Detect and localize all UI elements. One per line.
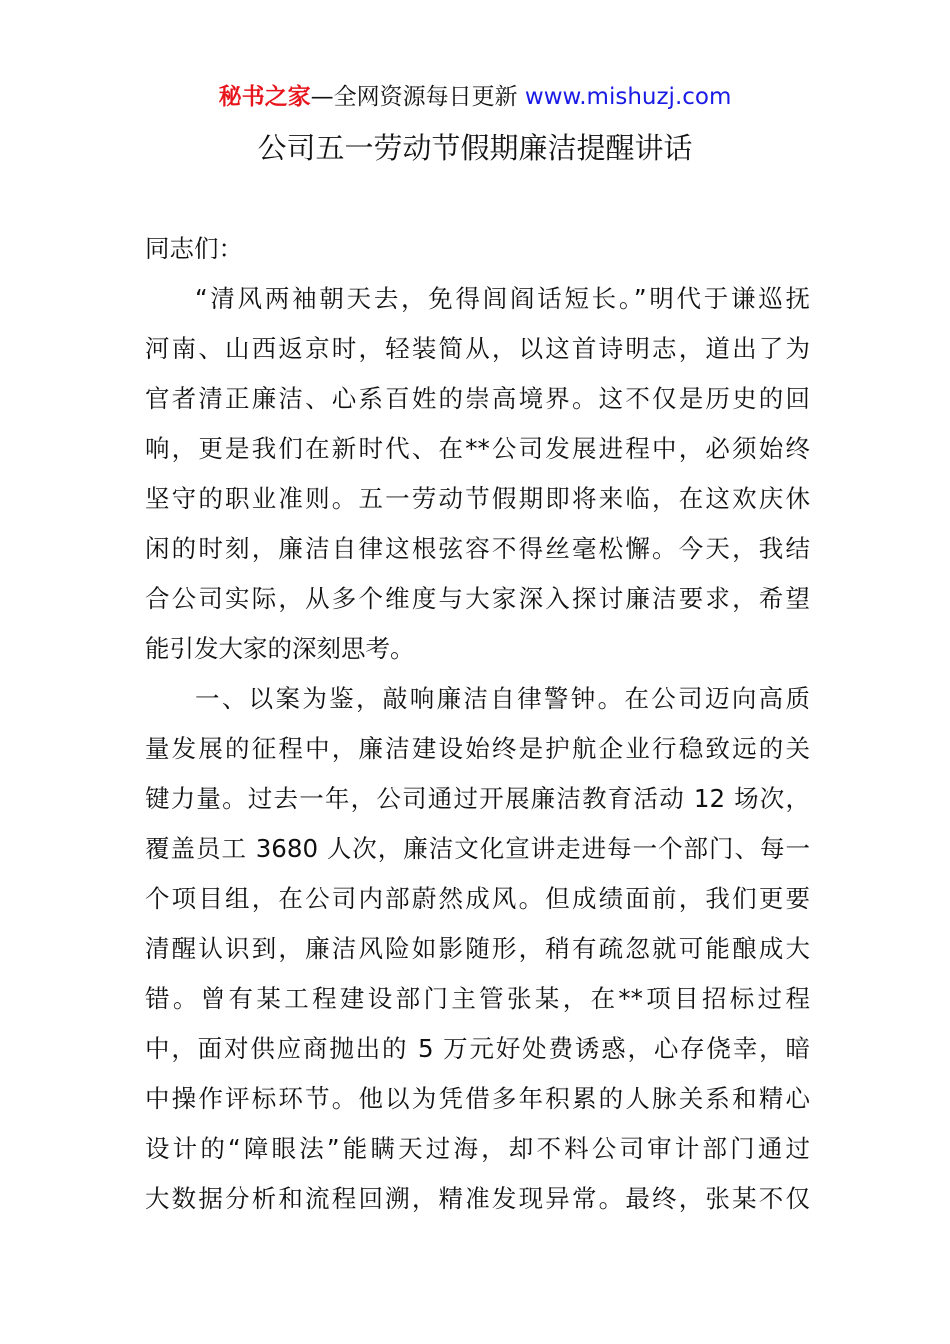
paragraph-line: 个项目组，在公司内部蔚然成风。但成绩面前，我们更要 xyxy=(145,884,810,913)
paragraph-line: 能引发大家的深刻思考。 xyxy=(145,634,415,663)
header-slogan: —全网资源每日更新 xyxy=(310,84,518,110)
paragraph-line: 量发展的征程中，廉洁建设始终是护航企业行稳致远的关 xyxy=(145,734,810,763)
paragraph-line: 一、以案为鉴，敲响廉洁自律警钟。在公司迈向高质 xyxy=(195,684,810,713)
paragraph-line: 覆盖员工 3680 人次，廉洁文化宣讲走进每一个部门、每一 xyxy=(145,834,810,863)
paragraph-line: 坚守的职业准则。五一劳动节假期即将来临，在这欢庆休 xyxy=(145,484,810,513)
paragraph-line: 错。曾有某工程建设部门主管张某，在**项目招标过程 xyxy=(145,984,810,1013)
site-header xyxy=(0,82,950,112)
paragraph-line: “清风两袖朝天去，免得闾阎话短长。”明代于谦巡抚 xyxy=(195,284,810,313)
paragraph-line: 键力量。过去一年，公司通过开展廉洁教育活动 12 场次， xyxy=(145,784,810,813)
document-body xyxy=(145,224,810,1224)
paragraph-line: 闲的时刻，廉洁自律这根弦容不得丝毫松懈。今天，我结 xyxy=(145,534,810,563)
paragraph-line: 合公司实际，从多个维度与大家深入探讨廉洁要求，希望 xyxy=(145,584,810,613)
salutation-line: 同志们： xyxy=(145,234,243,263)
paragraph-line: 大数据分析和流程回溯，精准发现异常。最终，张某不仅 xyxy=(145,1184,810,1213)
paragraph-line: 官者清正廉洁、心系百姓的崇高境界。这不仅是历史的回 xyxy=(145,384,810,413)
site-url[interactable]: www.mishuzj.com xyxy=(524,84,732,110)
paragraph-line: 设计的“障眼法”能瞒天过海，却不料公司审计部门通过 xyxy=(145,1134,810,1163)
paragraph-line: 中，面对供应商抛出的 5 万元好处费诱惑，心存侥幸，暗 xyxy=(145,1034,810,1063)
paragraph-line: 河南、山西返京时，轻装简从，以这首诗明志，道出了为 xyxy=(145,334,810,363)
paragraph-line: 中操作评标环节。他以为凭借多年积累的人脉关系和精心 xyxy=(145,1084,810,1113)
document-title: 公司五一劳动节假期廉洁提醒讲话 xyxy=(257,131,693,165)
brand-name: 秘书之家 xyxy=(218,84,311,110)
paragraph-line: 响，更是我们在新时代、在**公司发展进程中，必须始终 xyxy=(145,434,810,463)
paragraph-line: 清醒认识到，廉洁风险如影随形，稍有疏忽就可能酿成大 xyxy=(145,934,810,963)
